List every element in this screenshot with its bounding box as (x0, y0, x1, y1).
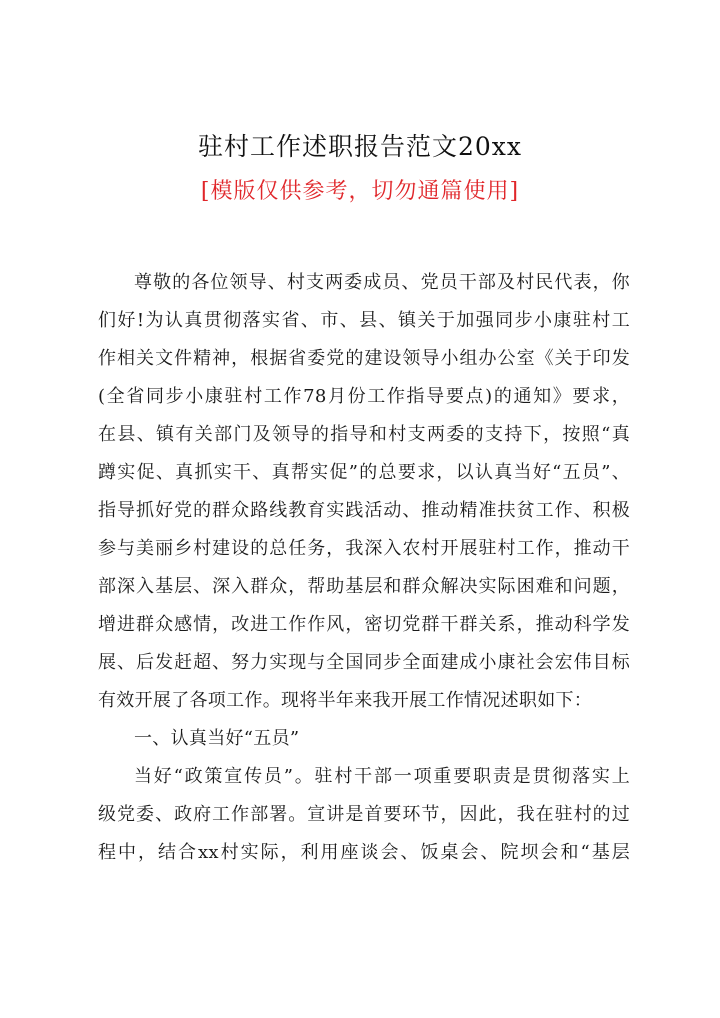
body-line: 在县、镇有关部门及领导的指导和村支两委的支持下，按照“真 (98, 424, 630, 445)
section-heading: 一、认真当好“五员” (134, 728, 300, 749)
body-line: 们好!为认真贯彻落实省、市、县、镇关于加强同步小康驻村工 (98, 310, 630, 331)
document-body (98, 264, 630, 872)
body-line: 作相关文件精神，根据省委党的建设领导小组办公室《关于印发 (98, 348, 630, 369)
document-title: 驻村工作述职报告范文20xx (197, 132, 522, 161)
body-line: 有效开展了各项工作。现将半年来我开展工作情况述职如下： (98, 690, 593, 711)
body-line: 增进群众感情，改进工作作风，密切党群干群关系，推动科学发 (98, 614, 630, 635)
body-line: 尊敬的各位领导、村支两委成员、党员干部及村民代表，你 (134, 272, 630, 293)
body-line: 当好“政策宣传员”。驻村干部一项重要职责是贯彻落实上 (134, 766, 630, 787)
body-line: 参与美丽乡村建设的总任务，我深入农村开展驻村工作，推动干 (98, 538, 630, 559)
body-line: (全省同步小康驻村工作78月份工作指导要点)的通知》要求， (98, 386, 630, 407)
body-line: 展、后发赶超、努力实现与全国同步全面建成小康社会宏伟目标 (98, 652, 630, 673)
template-disclaimer: [模版仅供参考，切勿通篇使用] (200, 179, 520, 204)
body-line: 蹲实促、真抓实干、真帮实促”的总要求，以认真当好“五员”、 (98, 462, 630, 483)
body-line: 部深入基层、深入群众，帮助基层和群众解决实际困难和问题， (98, 576, 630, 597)
body-line: 指导抓好党的群众路线教育实践活动、推动精准扶贫工作、积极 (98, 500, 630, 521)
body-line: 级党委、政府工作部署。宣讲是首要环节，因此，我在驻村的过 (98, 804, 630, 825)
body-line: 程中，结合xx村实际，利用座谈会、饭桌会、院坝会和“基层 (98, 842, 630, 863)
